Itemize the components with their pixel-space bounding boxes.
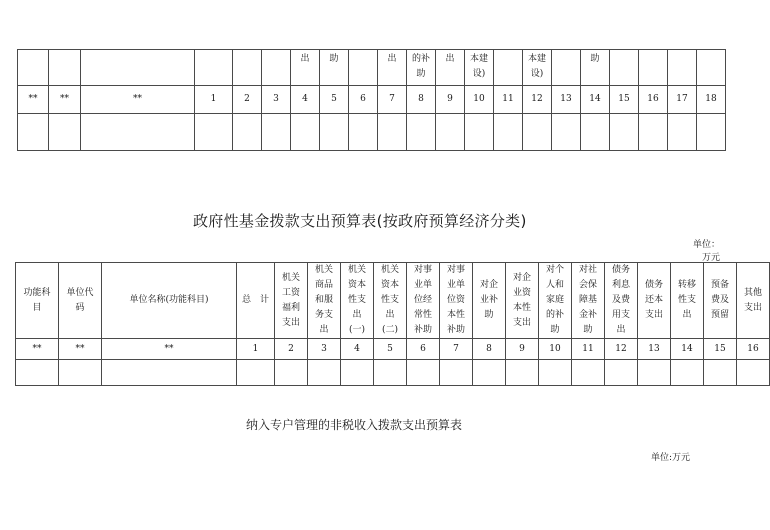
- column-header: 机关 资本 性支 出 (一): [341, 263, 374, 339]
- column-header: 对企 业补 助: [473, 263, 506, 339]
- code-cell: 4: [341, 339, 374, 360]
- code-cell: 10: [539, 339, 572, 360]
- code-cell: 17: [668, 86, 697, 114]
- code-cell: **: [81, 86, 195, 114]
- table2-code-row: [16, 339, 770, 360]
- top-frag-cell-12: 本建 设): [465, 50, 494, 86]
- column-header: 其他 支出: [737, 263, 770, 339]
- top-frag-cell-0: [18, 50, 49, 86]
- top-frag-cell-2: [81, 50, 195, 86]
- code-cell: **: [18, 86, 49, 114]
- code-cell: 3: [262, 86, 291, 114]
- top-partial-table: [17, 49, 726, 151]
- column-header: 预备 费及 预留: [704, 263, 737, 339]
- top-frag-cell-18: [639, 50, 668, 86]
- code-cell: 12: [523, 86, 552, 114]
- code-cell: 14: [671, 339, 704, 360]
- column-header: 债务 利息 及费 用支 出: [605, 263, 638, 339]
- code-cell: 4: [291, 86, 320, 114]
- code-cell: 6: [349, 86, 378, 114]
- code-cell: 2: [275, 339, 308, 360]
- code-cell: 15: [610, 86, 639, 114]
- column-header: 功能科 目: [16, 263, 59, 339]
- column-header: 债务 还本 支出: [638, 263, 671, 339]
- code-cell: 16: [639, 86, 668, 114]
- code-cell: **: [59, 339, 102, 360]
- code-cell: 3: [308, 339, 341, 360]
- table2-blank-row: [16, 360, 770, 386]
- code-cell: 11: [494, 86, 523, 114]
- code-cell: **: [16, 339, 59, 360]
- top-frag-cell-19: [668, 50, 697, 86]
- code-cell: 5: [374, 339, 407, 360]
- code-cell: 2: [233, 86, 262, 114]
- column-header: 机关 资本 性支 出 (二): [374, 263, 407, 339]
- code-cell: 8: [407, 86, 436, 114]
- column-header: 对社 会保 障基 金补 助: [572, 263, 605, 339]
- code-cell: 7: [440, 339, 473, 360]
- table2-unit-label: 单位：: [692, 240, 720, 250]
- code-cell: 7: [378, 86, 407, 114]
- code-cell: 1: [237, 339, 275, 360]
- top-code-row: [18, 86, 726, 114]
- top-frag-cell-9: 出: [378, 50, 407, 86]
- table3-title: 纳入专户管理的非税收入拨款支出预算表: [246, 418, 463, 432]
- top-frag-cell-10: 的补 助: [407, 50, 436, 86]
- top-frag-cell-8: [349, 50, 378, 86]
- table2-unit-value: 万元: [701, 253, 720, 263]
- top-frag-cell-1: [49, 50, 81, 86]
- top-frag-cell-3: [195, 50, 233, 86]
- code-cell: 9: [506, 339, 539, 360]
- code-cell: 16: [737, 339, 770, 360]
- top-frag-cell-14: 本建 设): [523, 50, 552, 86]
- top-blank-row: [18, 114, 726, 151]
- code-cell: 5: [320, 86, 349, 114]
- code-cell: 6: [407, 339, 440, 360]
- column-header: 对企 业资 本性 支出: [506, 263, 539, 339]
- table2-grid: [15, 262, 770, 386]
- code-cell: 13: [638, 339, 671, 360]
- top-frag-cell-13: [494, 50, 523, 86]
- table3-unit: 单位:万元: [650, 453, 690, 463]
- top-frag-cell-16: 助: [581, 50, 610, 86]
- code-cell: 15: [704, 339, 737, 360]
- code-cell: 9: [436, 86, 465, 114]
- column-header: 对事 业单 位资 本性 补助: [440, 263, 473, 339]
- code-cell: 1: [195, 86, 233, 114]
- top-frag-cell-15: [552, 50, 581, 86]
- column-header: 单位名称(功能科目): [102, 263, 237, 339]
- top-frag-cell-17: [610, 50, 639, 86]
- top-frag-cell-20: [697, 50, 726, 86]
- top-frag-cell-7: 助: [320, 50, 349, 86]
- column-header: 总 计: [237, 263, 275, 339]
- code-cell: **: [102, 339, 237, 360]
- table2-header-row: [16, 263, 770, 339]
- code-cell: 13: [552, 86, 581, 114]
- code-cell: 14: [581, 86, 610, 114]
- code-cell: **: [49, 86, 81, 114]
- code-cell: 11: [572, 339, 605, 360]
- code-cell: 18: [697, 86, 726, 114]
- column-header: 机关 商品 和服 务支 出: [308, 263, 341, 339]
- code-cell: 8: [473, 339, 506, 360]
- table2-title: 政府性基金拨款支出预算表(按政府预算经济分类): [193, 212, 527, 230]
- column-header: 单位代 码: [59, 263, 102, 339]
- column-header: 转移 性支 出: [671, 263, 704, 339]
- top-header-fragment-row: [18, 50, 726, 86]
- code-cell: 10: [465, 86, 494, 114]
- code-cell: 12: [605, 339, 638, 360]
- column-header: 机关 工资 福利 支出: [275, 263, 308, 339]
- column-header: 对事 业单 位经 常性 补助: [407, 263, 440, 339]
- top-frag-cell-5: [262, 50, 291, 86]
- top-frag-cell-6: 出: [291, 50, 320, 86]
- top-frag-cell-4: [233, 50, 262, 86]
- top-frag-cell-11: 出: [436, 50, 465, 86]
- column-header: 对个 人和 家庭 的补 助: [539, 263, 572, 339]
